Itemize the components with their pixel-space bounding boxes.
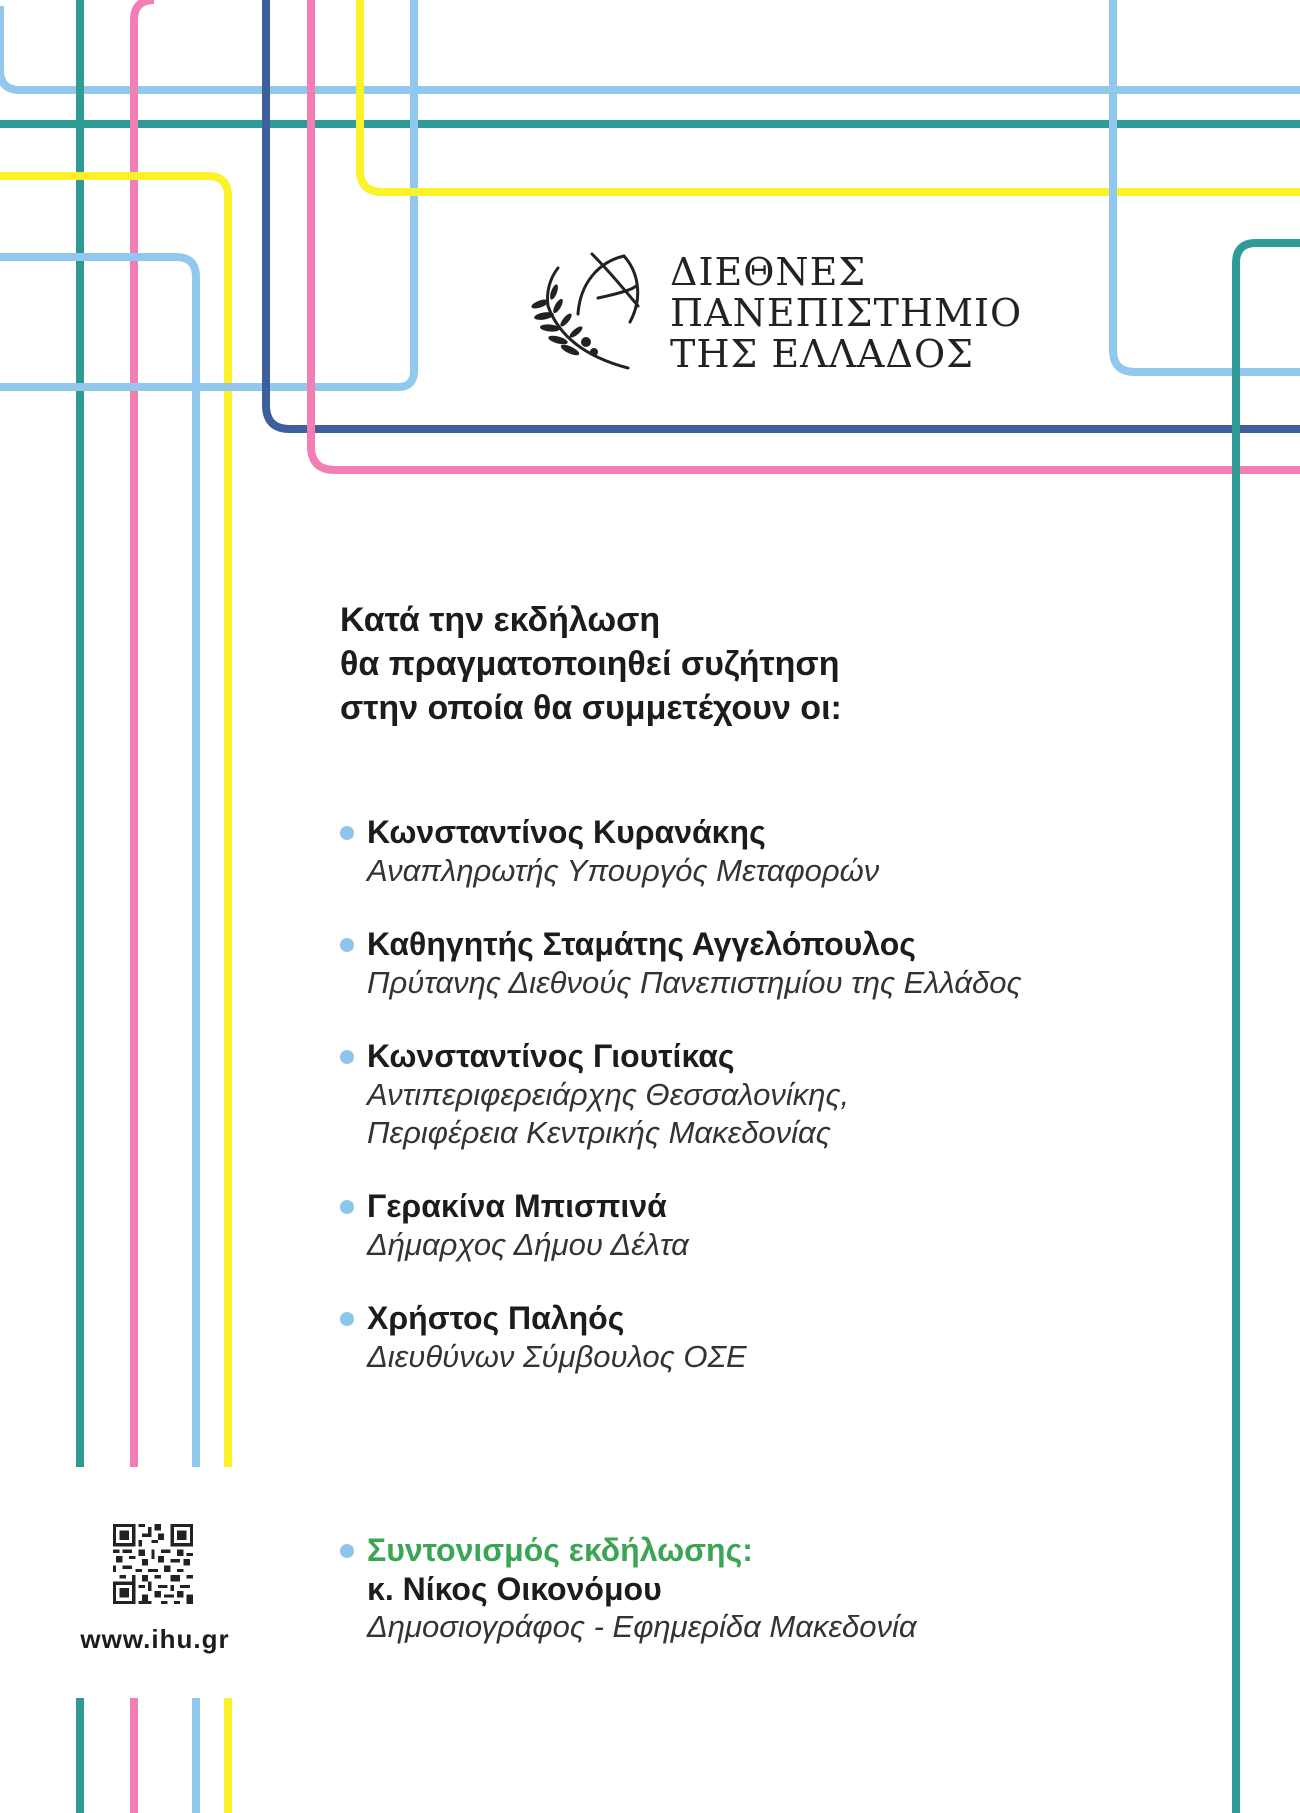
- line-pink-top: [311, 0, 1300, 470]
- speaker-role: Αντιπεριφερειάρχης Θεσσαλονίκης,: [367, 1077, 850, 1112]
- speaker-role: Διευθύνων Σύμβουλος ΟΣΕ: [367, 1339, 747, 1374]
- bullet-dot: [340, 938, 354, 952]
- speaker-name: Κωνσταντίνος Κυρανάκης: [367, 814, 766, 850]
- speaker-name: Χρήστος Παληός: [367, 1300, 625, 1336]
- speaker-name: Γερακίνα Μπισπινά: [367, 1188, 667, 1224]
- speaker-role: Δήμαρχος Δήμου Δέλτα: [367, 1227, 689, 1262]
- university-logo: [528, 240, 1023, 380]
- speaker-item: [340, 924, 1240, 1002]
- coordinator-role: Δημοσιογράφος - Εφημερίδα Μακεδονία: [367, 1609, 917, 1644]
- website-link[interactable]: www.ihu.gr: [80, 1624, 230, 1654]
- line-light-blue-top: [0, 6, 1300, 90]
- intro-text: [340, 598, 1140, 730]
- logo-line-2: ΠΑΝΕΠΙΣΤΗΜΙΟ: [670, 291, 1023, 335]
- coordinator-block: [340, 1530, 1267, 1646]
- logo-line-3: ΤΗΣ ΕΛΛΑΔΟΣ: [670, 332, 974, 376]
- coordinator-label: Συντονισμός εκδήλωσης:: [367, 1532, 753, 1568]
- speaker-name: Κωνσταντίνος Γιουτίκας: [367, 1038, 735, 1074]
- logo-line-1: ΔΙΕΘΝΕΣ: [670, 250, 867, 294]
- speaker-item: [340, 1186, 1240, 1264]
- intro-line: Κατά την εκδήλωση: [340, 601, 661, 639]
- intro-line: θα πραγματοποιηθεί συζήτηση: [340, 645, 840, 683]
- speaker-list: [340, 812, 1240, 1410]
- bullet-dot: [340, 1312, 354, 1326]
- intro-line: στην οποία θα συμμετέχουν οι:: [340, 689, 842, 727]
- qr-code-icon[interactable]: [113, 1524, 193, 1604]
- speaker-role: Αναπληρωτής Υπουργός Μεταφορών: [367, 853, 880, 888]
- bullet-dot: [340, 1544, 354, 1558]
- line-light-blue-box: [0, 0, 414, 387]
- speaker-role-line-2: Περιφέρεια Κεντρικής Μακεδονίας: [367, 1115, 831, 1150]
- line-yellow-top: [360, 0, 1300, 192]
- speaker-item: [340, 812, 1240, 890]
- university-name: [670, 252, 1022, 375]
- olive-branch-globe-icon: [528, 244, 648, 374]
- line-light-blue-right: [1113, 0, 1300, 372]
- bullet-dot: [340, 1050, 354, 1064]
- bullet-dot: [340, 826, 354, 840]
- coordinator-name: κ. Νίκος Οικονόμου: [367, 1571, 662, 1607]
- speaker-role: Πρύτανης Διεθνούς Πανεπιστημίου της Ελλάδος: [367, 965, 1022, 1000]
- speaker-name: Καθηγητής Σταμάτης Αγγελόπουλος: [367, 926, 916, 962]
- bullet-dot: [340, 1200, 354, 1214]
- speaker-item: [340, 1298, 1240, 1376]
- speaker-item: [340, 1036, 1240, 1152]
